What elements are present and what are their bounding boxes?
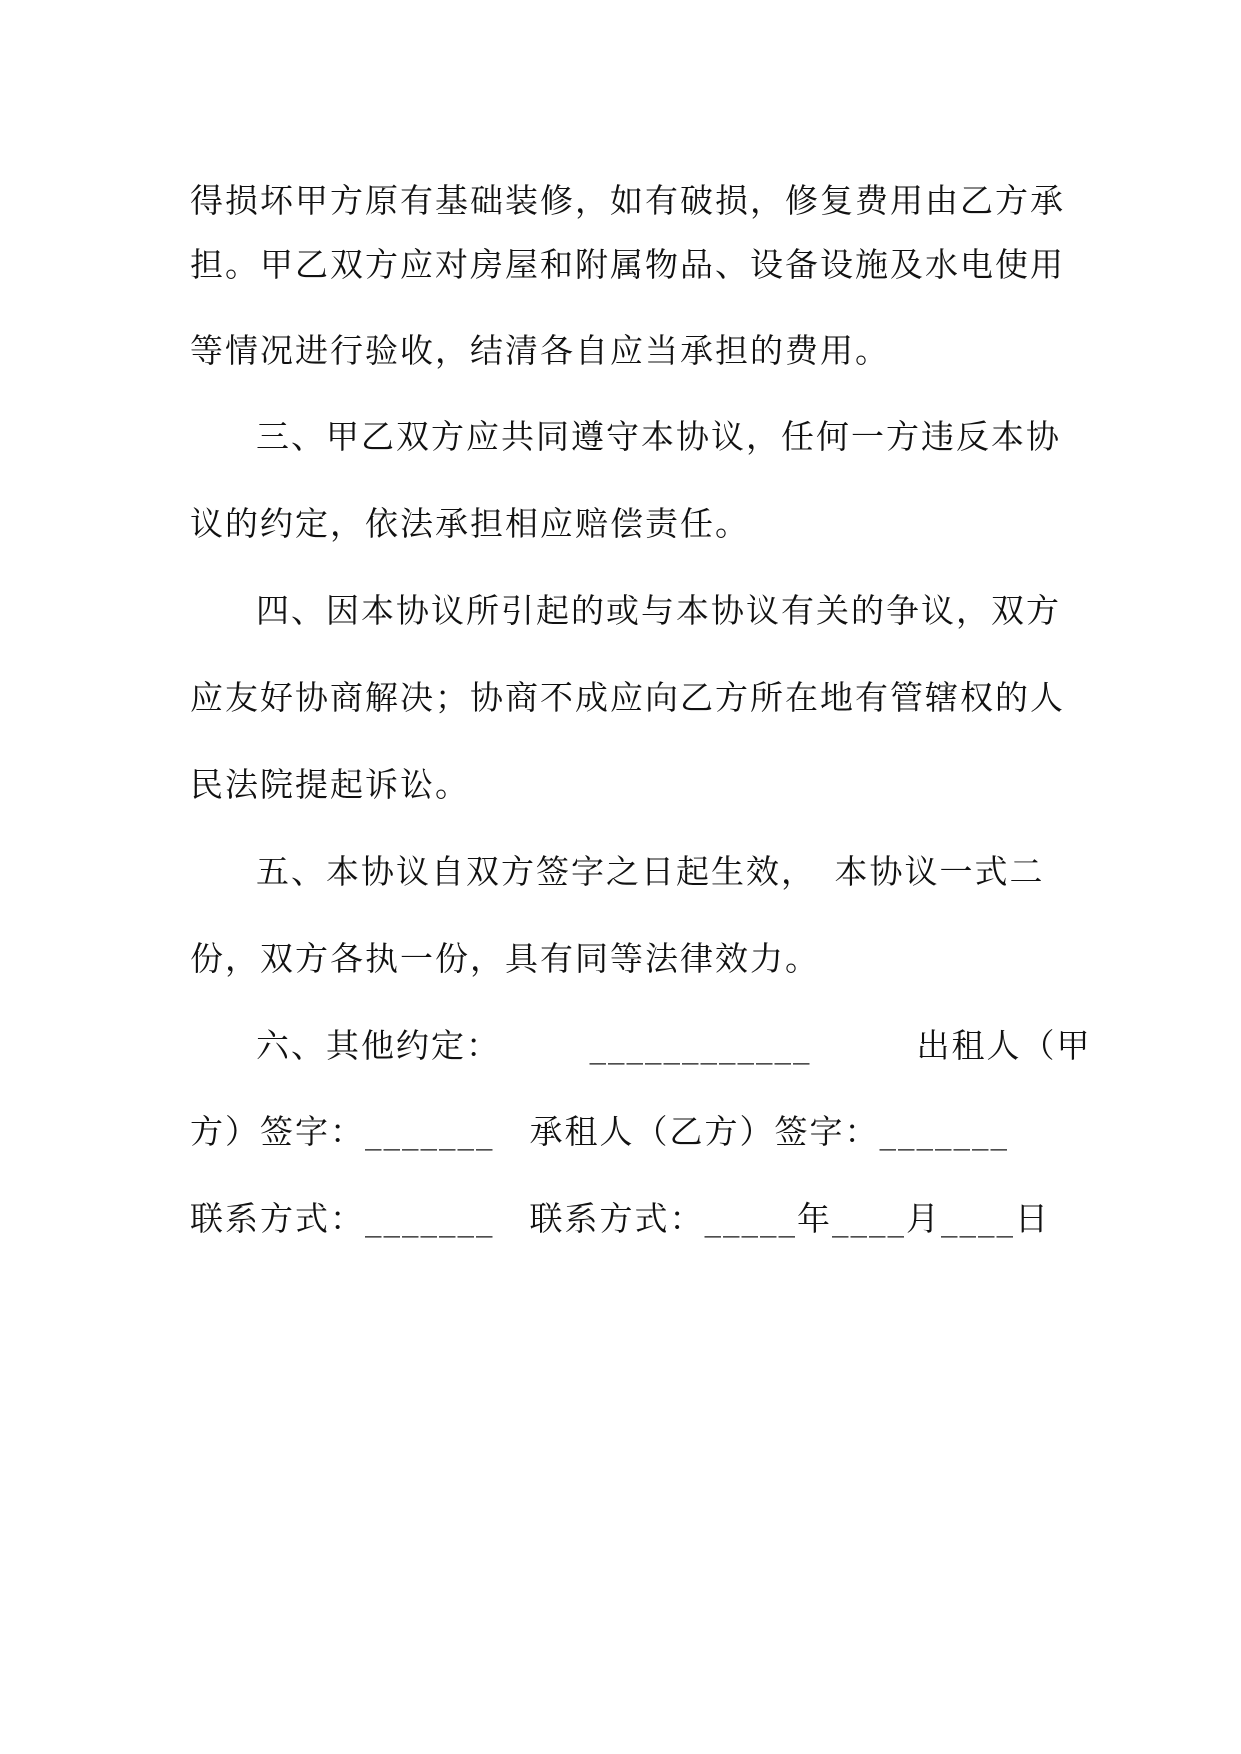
signature-line: 方）签字：_______ 承租人（乙方）签字：_______ [190,1112,1009,1151]
clause-4-line-3: 民法院提起诉讼。 [190,765,470,804]
contact-date-line: 联系方式：_______ 联系方式：_____年____月____日 [190,1199,1050,1238]
text-line: 得损坏甲方原有基础装修，如有破损，修复费用由乙方承 [190,181,1065,220]
clause-3-line-1: 三、甲乙双方应共同遵守本协议，任何一方违反本协 [256,417,1061,456]
clause-5-line-2: 份，双方各执一份，具有同等法律效力。 [190,939,820,978]
clause-4-line-1: 四、因本协议所引起的或与本协议有关的争议，双方 [256,591,1061,630]
clause-4-line-2: 应友好协商解决；协商不成应向乙方所在地有管辖权的人 [190,678,1065,717]
text-line: 等情况进行验收，结清各自应当承担的费用。 [190,331,890,370]
clause-6-line-1: 六、其他约定： ____________ 出租人（甲 [256,1026,1092,1065]
text-line: 担。甲乙双方应对房屋和附属物品、设备设施及水电使用 [190,245,1065,284]
clause-3-line-2: 议的约定，依法承担相应赔偿责任。 [190,504,750,543]
clause-5-line-1: 五、本协议自双方签字之日起生效， 本协议一式二 [256,852,1045,891]
